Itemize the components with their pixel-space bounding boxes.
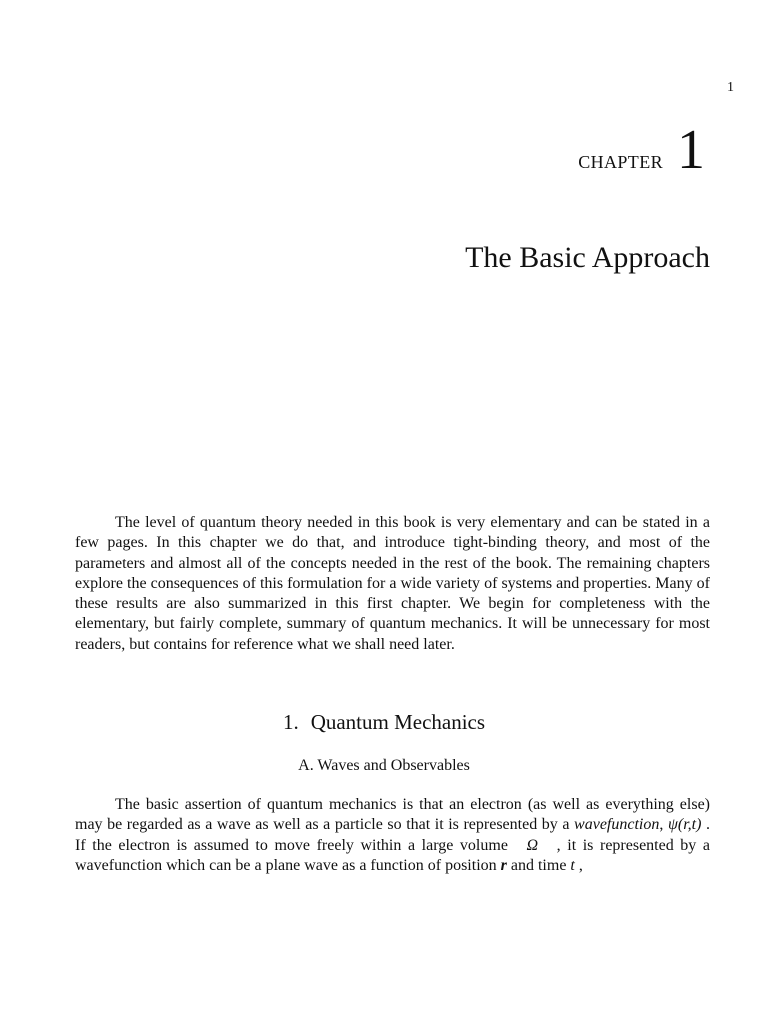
omega-symbol: Ω bbox=[526, 836, 539, 854]
intro-paragraph bbox=[75, 513, 710, 655]
time-symbol: t bbox=[570, 856, 575, 874]
position-symbol: r bbox=[500, 856, 507, 874]
subsection-heading: A. Waves and Observables bbox=[298, 757, 470, 774]
body-text-4: , it is represented by a wavefunction which can be a plane wave as a function of position bbox=[75, 836, 710, 874]
section-heading bbox=[0, 710, 768, 735]
body-text-2: , bbox=[659, 816, 668, 834]
intro-text: The level of quantum theory needed in this book is very elementary and can be stated in a few pages. In this chapter we do that, and introduce tight-binding theory, and most of the parameters and almost all of the concepts needed in the rest of the book. The remaining chapters explore the consequences of this formulation for a wide variety of systems and properties. Many of these results are also summarized in this first chapter. We begin for completeness with the elementary, but fairly complete, summary of quantum mechanics. It will be unnecessary for most readers, but contains for reference what we shall need later. bbox=[75, 514, 710, 653]
psi-symbol: ψ(r,t) bbox=[667, 816, 702, 834]
chapter-number: 1 bbox=[677, 119, 705, 181]
body-text-5: and time bbox=[506, 856, 571, 874]
body-text-1: The basic assertion of quantum mechanics is that an electron (as well as everything else) may be regarded as a wave as well as a particle so that it is represented by a bbox=[75, 796, 710, 834]
page-number: 1 bbox=[727, 80, 734, 95]
body-paragraph bbox=[75, 795, 710, 876]
section-number: 1. bbox=[282, 710, 299, 734]
body-text-6: , bbox=[574, 856, 583, 874]
chapter-label: CHAPTER bbox=[578, 152, 663, 172]
wavefunction-term: wavefunction bbox=[574, 816, 660, 834]
body-text-3: . If the electron is assumed to move freely within a large volume bbox=[75, 816, 711, 854]
chapter-title: The Basic Approach bbox=[465, 241, 710, 274]
chapter-header bbox=[578, 119, 705, 181]
section-title: Quantum Mechanics bbox=[310, 710, 486, 734]
